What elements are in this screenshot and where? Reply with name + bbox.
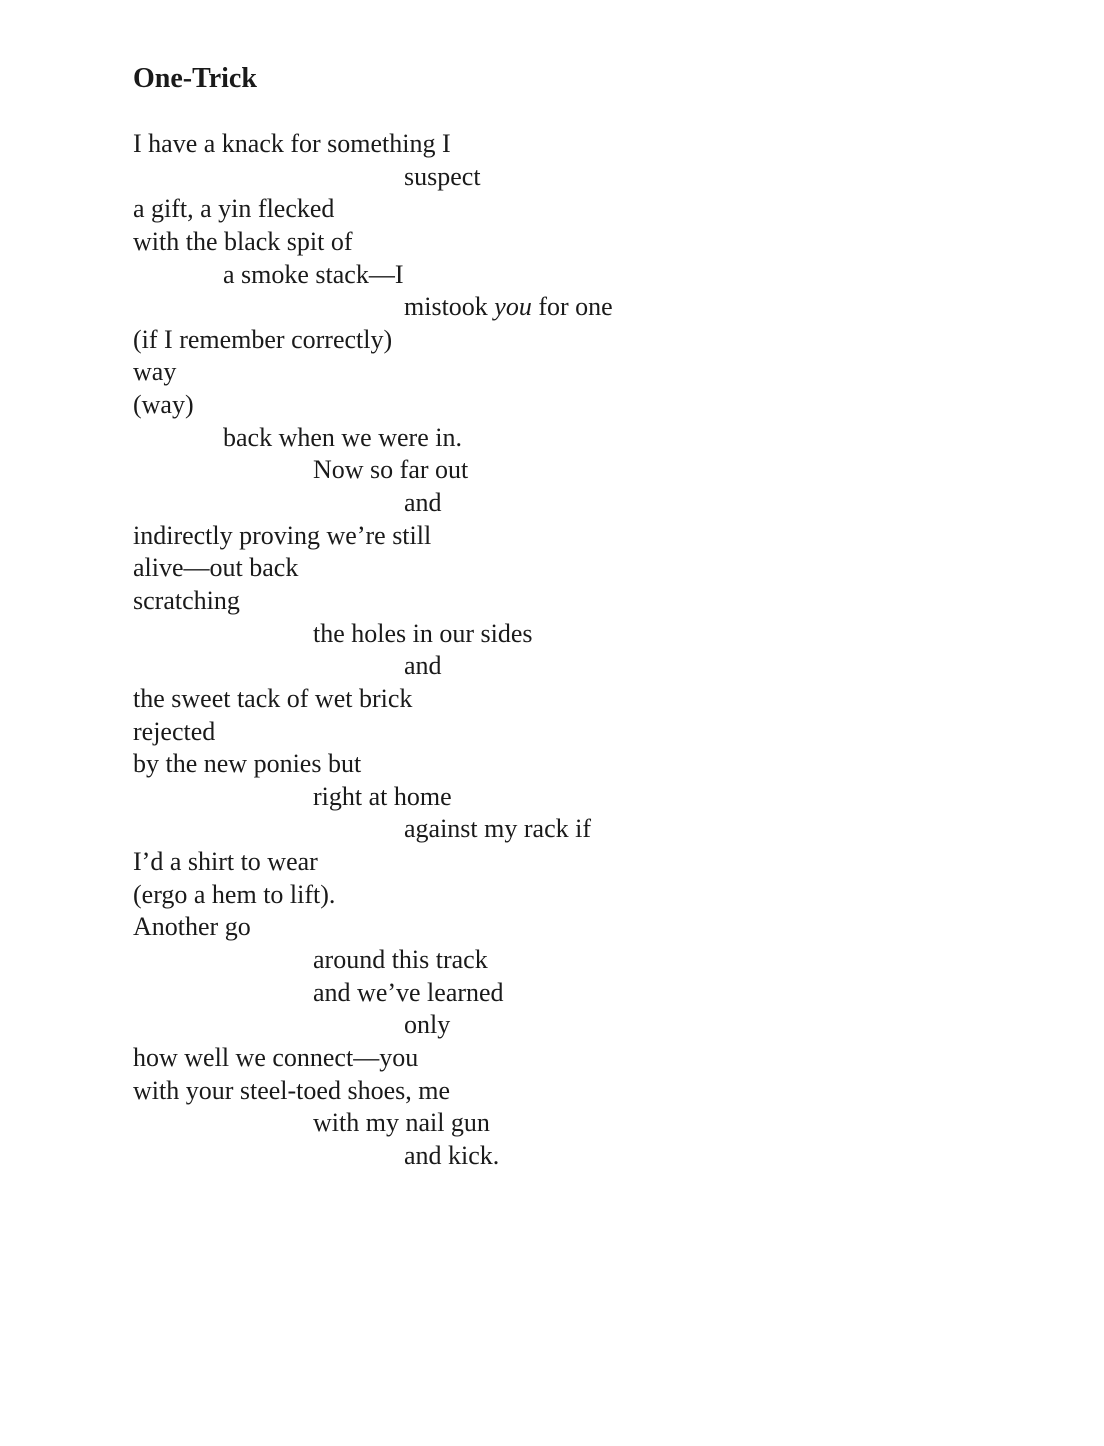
poem-line [133,977,1033,1010]
poem-line [133,944,1033,977]
poem-line-text: Another go [133,912,251,942]
poem-line [133,356,1033,389]
poem-line-text: Now so far out [313,455,469,485]
poem-line [133,748,1033,781]
poem-line [133,781,1033,814]
poem-line [133,1107,1033,1140]
poem-line-text: and we’ve learned [313,977,504,1007]
poem-line-text: way [133,357,177,387]
poem-line [133,650,1033,683]
poem-title: One-Trick [133,63,257,94]
poem-line [133,585,1033,618]
poem-line-text: (if I remember correctly) [133,324,393,354]
poem-line-text: for one [531,292,613,322]
poem-line-text: (way) [133,390,194,420]
poem-line [133,259,1033,292]
poem-line [133,879,1033,912]
poem-line-text: the holes in our sides [313,618,533,648]
poem-line [133,552,1033,585]
poem-line-text: by the new ponies but [133,749,362,779]
poem-line [133,813,1033,846]
poem-line [133,911,1033,944]
poem-line [133,128,1033,161]
poem-line-text: right at home [313,781,452,811]
poem-line-text: the sweet tack of wet brick [133,683,413,713]
poem-line-text: and [404,488,442,518]
poem-line-text: how well we connect—you [133,1042,419,1072]
poem-body [133,128,1033,1173]
poem-line [133,454,1033,487]
poem-line [133,683,1033,716]
poem-line [133,1009,1033,1042]
poem-line [133,1042,1033,1075]
poem-line [133,422,1033,455]
poem-line [133,846,1033,879]
poem-line-text: with my nail gun [313,1108,490,1138]
poem-line-text: indirectly proving we’re still [133,520,432,550]
poem-line-text: with the black spit of [133,226,353,256]
poem-line [133,291,1033,324]
poem-line-text: I have a knack for something I [133,129,451,158]
poem-line [133,324,1033,357]
poem-line-text: a gift, a yin flecked [133,194,335,224]
poem-line-text: and kick. [404,1140,500,1170]
poem-line-text: mistook [404,292,495,322]
poem-line [133,716,1033,749]
poem-line [133,226,1033,259]
poem-line-text: back when we were in. [223,422,462,452]
poem-line [133,193,1033,226]
poem-line [133,161,1033,194]
poem-line [133,487,1033,520]
poem-line-text: suspect [404,161,481,191]
poem-line-text: scratching [133,585,240,615]
poem-line-emphasis: you [494,292,532,322]
poem-line-text: around this track [313,945,488,975]
poem-line-text: with your steel-toed shoes, me [133,1075,450,1105]
poem-line [133,1140,1033,1173]
poem-line-text: only [404,1010,451,1040]
poem-line [133,389,1033,422]
poem-line-text: I’d a shirt to wear [133,847,318,877]
poem-line-text: (ergo a hem to lift). [133,879,336,909]
poem-line-text: a smoke stack—I [223,259,404,289]
poem-line-text: against my rack if [404,814,591,844]
poem-line [133,618,1033,651]
poem-line-text: rejected [133,716,216,746]
poem-line [133,520,1033,553]
poem-line-text: alive—out back [133,553,299,583]
poem-line-text: and [404,651,442,681]
poem-line [133,1075,1033,1108]
